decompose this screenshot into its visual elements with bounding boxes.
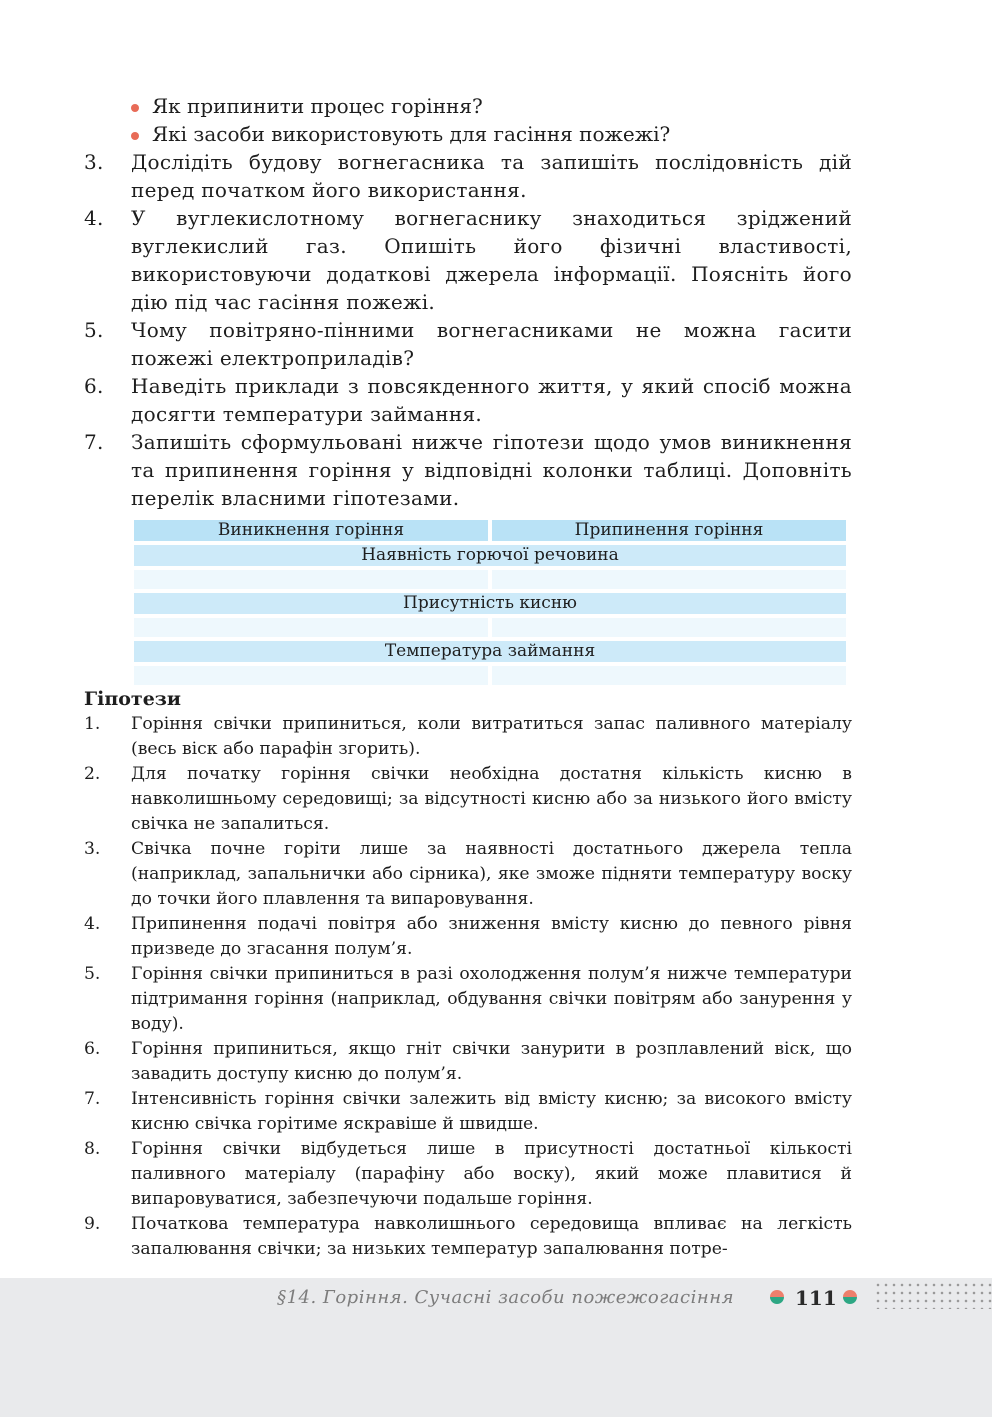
- hypothesis-item: [84, 912, 852, 962]
- task-number: 3.: [84, 150, 104, 174]
- task-item: [84, 148, 852, 204]
- hypothesis-number: 7.: [84, 1089, 101, 1109]
- task-text: Запишіть сформульовані нижче гіпотези щодо умов виникнення та припинення горіння у відповідні колонки таблиці. Доповніть перелік власними гіпотезами.: [131, 430, 852, 510]
- hypothesis-text: Припинення подачі повітря або зниження вмісту кисню до певного рівня призведе до згасання полум’я.: [131, 914, 852, 959]
- hypothesis-text: Початкова температура навколишнього середовища впливає на легкість запалювання свічки; за низьких температур запалювання потре-: [131, 1214, 852, 1259]
- hypothesis-text: Інтенсивність горіння свічки залежить від вмісту кисню; за високого вмісту кисню свічка горітиме яскравіше й швидше.: [131, 1089, 852, 1134]
- table-cell: [492, 570, 846, 589]
- task-text: Наведіть приклади з повсякденного життя, у який спосіб можна досягти температури займання.: [131, 374, 852, 426]
- table-cell: [134, 618, 488, 637]
- hypothesis-text: Свічка почне горіти лише за наявності достатнього джерела тепла (наприклад, запальнички або сірника), яке зможе підняти температуру воску до точки його плавлення та випаровування.: [131, 839, 852, 909]
- page-number: 111: [795, 1286, 837, 1310]
- hypothesis-number: 6.: [84, 1039, 101, 1059]
- running-title: §14. Горіння. Сучасні засоби пожежогасіння: [277, 1287, 734, 1308]
- bullet-dot-icon: [131, 132, 139, 140]
- task-item: [84, 428, 852, 512]
- hypotheses-table: [134, 520, 846, 689]
- hypotheses-list: [84, 712, 852, 1262]
- hypothesis-item: [84, 1087, 852, 1137]
- hypothesis-item: [84, 1037, 852, 1087]
- bullet-item: Які засоби використовують для гасіння пожежі?: [130, 120, 850, 148]
- hypothesis-text: Горіння свічки припиниться, коли витратиться запас паливного матеріалу (весь віск або парафін згорить).: [131, 714, 852, 759]
- table-section-oxygen: Присутність кисню: [134, 593, 846, 614]
- table-row: [134, 666, 846, 685]
- column-header-ignition: Виникнення горіння: [134, 520, 488, 541]
- decorative-pill-icon: [843, 1290, 857, 1304]
- hypothesis-item: [84, 837, 852, 912]
- table-section-temperature: Температура займання: [134, 641, 846, 662]
- hypothesis-item: [84, 762, 852, 837]
- task-text: У вуглекислотному вогнегаснику знаходиться зріджений вуглекислий газ. Опишіть його фізичні властивості, використовуючи додаткові джерела інформації. Поясніть його дію під час гасіння пожежі.: [131, 206, 852, 314]
- table-row: [134, 618, 846, 637]
- task-number: 7.: [84, 430, 104, 454]
- column-header-extinguishing: Припинення горіння: [492, 520, 846, 541]
- hypothesis-item: [84, 712, 852, 762]
- hypothesis-text: Для початку горіння свічки необхідна достатня кількість кисню в навколишньому середовищі; за відсутності кисню або за низького його вмісту свічка не запалиться.: [131, 764, 852, 834]
- task-item: [84, 316, 852, 372]
- task-text: Дослідіть будову вогнегасника та запишіть послідовність дій перед початком його використання.: [131, 150, 852, 202]
- table-row: [134, 570, 846, 589]
- hypothesis-number: 4.: [84, 914, 101, 934]
- task-number: 5.: [84, 318, 104, 342]
- table-header-row: [134, 520, 846, 541]
- question-bullets: [130, 92, 850, 148]
- table-section-fuel: Наявність горючої речовина: [134, 545, 846, 566]
- hypothesis-number: 8.: [84, 1139, 101, 1159]
- task-item: [84, 204, 852, 316]
- hypothesis-text: Горіння припиниться, якщо гніт свічки занурити в розплавлений віск, що завадить доступу кисню до полум’я.: [131, 1039, 852, 1084]
- task-number: 6.: [84, 374, 104, 398]
- task-list: [84, 148, 852, 512]
- bullet-item: Як припинити процес горіння?: [130, 92, 850, 120]
- hypothesis-item: [84, 1137, 852, 1212]
- bullet-dot-icon: [131, 104, 139, 112]
- hypothesis-item: [84, 962, 852, 1037]
- hypotheses-heading: Гіпотези: [84, 688, 181, 710]
- hypothesis-number: 9.: [84, 1214, 101, 1234]
- task-item: [84, 372, 852, 428]
- dot-grid-decoration: [874, 1281, 992, 1309]
- hypothesis-text: Горіння свічки відбудеться лише в присутності достатньої кількості паливного матеріалу (парафіну або воску), який може плавитися й випаровуватися, забезпечуючи подальше горіння.: [131, 1139, 852, 1209]
- task-number: 4.: [84, 206, 104, 230]
- hypothesis-item: [84, 1212, 852, 1262]
- table-cell: [134, 666, 488, 685]
- table-cell: [492, 666, 846, 685]
- hypothesis-number: 3.: [84, 839, 101, 859]
- decorative-pill-icon: [770, 1290, 784, 1304]
- hypothesis-text: Горіння свічки припиниться в разі охолодження полум’я нижче температури підтримання горіння (наприклад, обдування свічки повітрям або занурення у воду).: [131, 964, 852, 1034]
- hypothesis-number: 1.: [84, 714, 101, 734]
- table-cell: [134, 570, 488, 589]
- table-cell: [492, 618, 846, 637]
- task-text: Чому повітряно-пінними вогнегасниками не можна гасити пожежі електроприладів?: [131, 318, 852, 370]
- hypothesis-number: 2.: [84, 764, 101, 784]
- hypothesis-number: 5.: [84, 964, 101, 984]
